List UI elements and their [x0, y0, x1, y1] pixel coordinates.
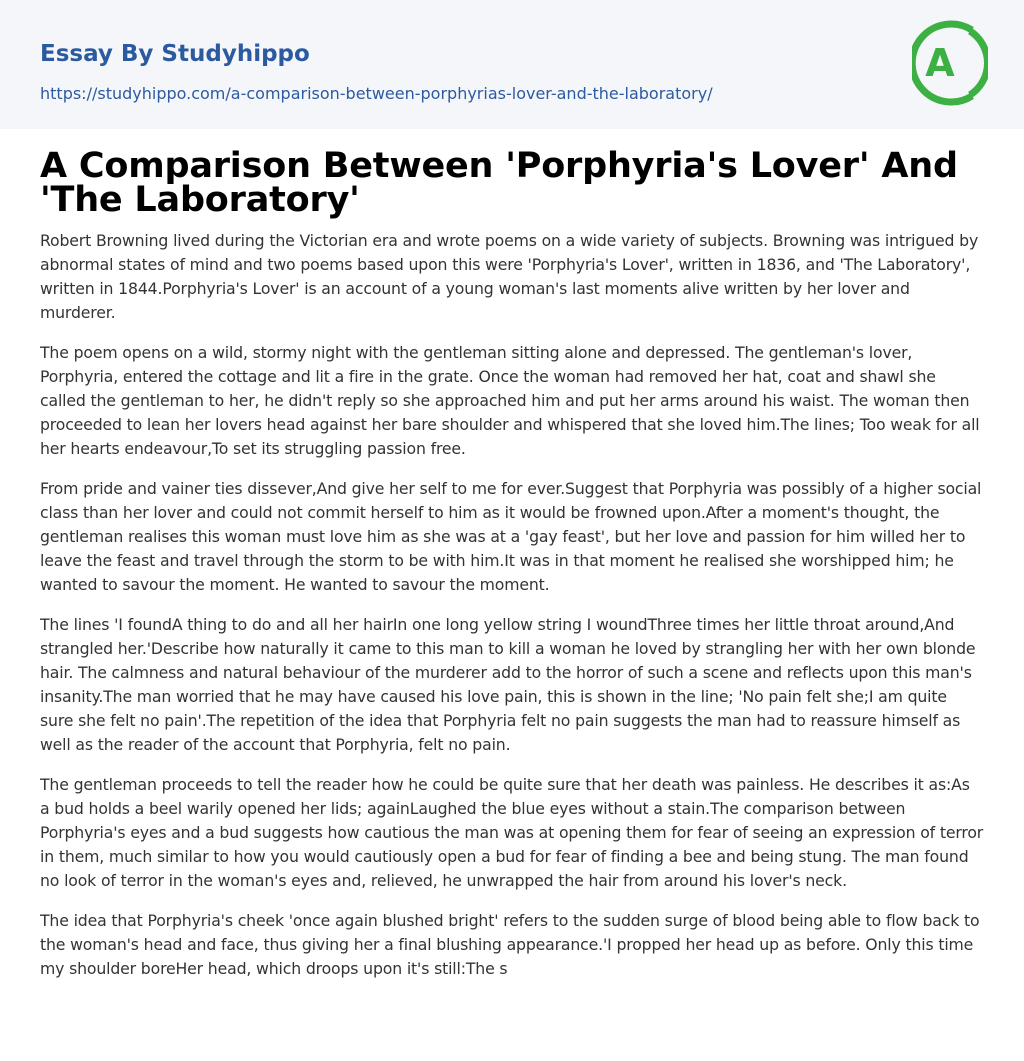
site-brand[interactable]: Essay By Studyhippo [40, 41, 310, 67]
paragraph-1: Robert Browning lived during the Victorian era and wrote poems on a wide variety of subjects. Browning was intrigued by abnormal states of mind and two poems based upon this were 'Porphyria's Lover', written in 1836, and 'The Laboratory', written in 1844.Porphyria's Lover' is an account of a young woman's last moments alive written by her lover and murderer. [40, 231, 979, 322]
paragraph-4: The lines 'I foundA thing to do and all her hairIn one long yellow string I woundThree times her little throat around,And strangled her.'Describe how naturally it came to this man to kill a woman he loved by strangling her with her own blonde hair. The calmness and natural behaviour of the murderer add to the horror of such a scene and reflects upon this man's insanity.The man worried that he may have caused his love pain, this is shown in the line; 'No pain felt she;I am quite sure she felt no pain'.The repetition of the idea that Porphyria felt no pain suggests the man had to reassure himself as well as the reader of the account that Porphyria, felt no pain. [40, 615, 976, 754]
article-title: A Comparison Between 'Porphyria's Lover' And 'The Laboratory' [40, 146, 958, 220]
paragraph-6: The idea that Porphyria's cheek 'once again blushed bright' refers to the sudden surge of blood being able to flow back to the woman's head and face, thus giving her a final blushing appearance.'I propped her head up as before. Only this time my shoulder boreHer head, which droops upon it's still:The s [40, 911, 980, 978]
article-content [0, 129, 1024, 981]
article-body [40, 229, 984, 981]
paragraph-3: From pride and vainer ties dissever,And give her self to me for ever.Suggest that Porphyria was possibly of a higher social class than her lover and could not commit herself to him as it would be frowned upon.After a moment's thought, the gentleman realises this woman must love him as she was at a 'gay feast', but her love and passion for him willed her to leave the feast and travel through the storm to be with him.It was in that moment he realised she worshipped him; he wanted to savour the moment. He wanted to savour the moment. [40, 479, 982, 594]
site-header [0, 0, 1024, 129]
paragraph-5: The gentleman proceeds to tell the reader how he could be quite sure that her death was painless. He describes it as:As a bud holds a beel warily opened her lids; againLaughed the blue eyes without a stain.The comparison between Porphyria's eyes and a bud suggests how cautious the man was at opening them for fear of seeing an expression of terror in them, much similar to how you would cautiously open a bud for fear of finding a bee and being stung. The man found no look of terror in the woman's eyes and, relieved, he unwrapped the hair from around his lover's neck. [40, 775, 984, 890]
paragraph-2: The poem opens on a wild, stormy night with the gentleman sitting alone and depressed. The gentleman's lover, Porphyria, entered the cottage and lit a fire in the grate. Once the woman had removed her hat, coat and shawl she called the gentleman to her, he didn't reply so she approached him and put her arms around his waist. The woman then proceeded to lean her lovers head against her bare shoulder and whispered that she loved him.The lines; Too weak for all her hearts endeavour,To set its struggling passion free. [40, 343, 980, 458]
logo-letter: A [925, 41, 955, 85]
studyhippo-logo-icon[interactable] [912, 18, 988, 108]
article-url-link[interactable]: https://studyhippo.com/a-comparison-between-porphyrias-lover-and-the-laboratory/ [40, 84, 713, 103]
